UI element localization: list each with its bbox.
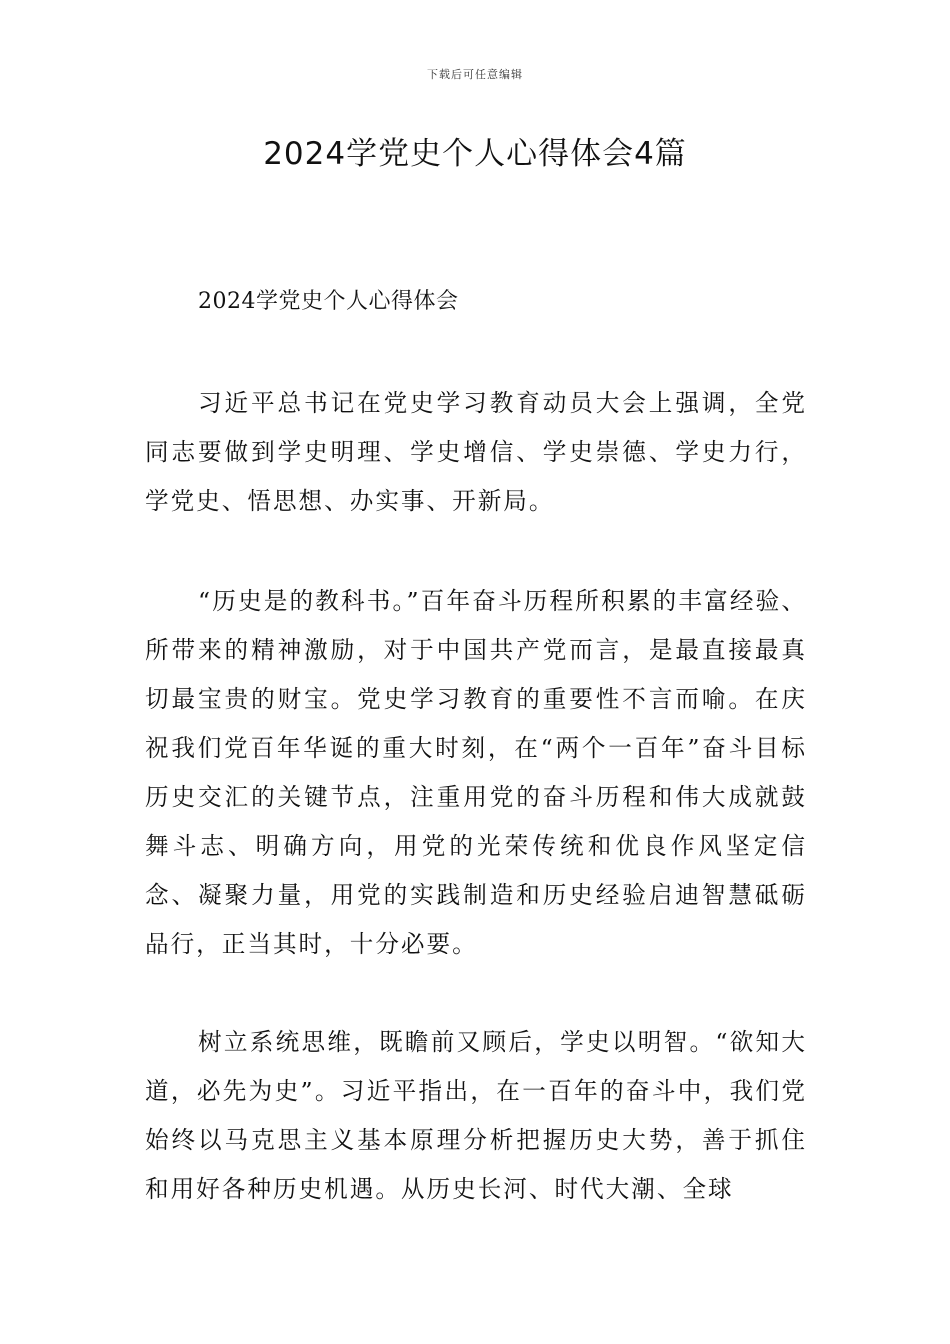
header-note: 下载后可任意编辑 <box>427 68 523 81</box>
document-title: 2024学党史个人心得体会4篇 <box>263 136 687 172</box>
paragraph-2: “历史是的教科书。”百年奋斗历程所积累的丰富经验、所带来的精神激励，对于中国共产党而言，是最直接最真切最宝贵的财宝。党史学习教育的重要性不言而喻。在庆祝我们党百年华诞的重大时刻，在“两个一百年”奋斗目标历史交汇的关键节点，注重用党的奋斗历程和伟大成就鼓舞斗志、明确方向，用党的光荣传统和优良作风坚定信念、凝聚力量，用党的实践制造和历史经验启迪智慧砥砺品行，正当其时，十分必要。 <box>145 587 807 958</box>
paragraph-1: 习近平总书记在党史学习教育动员大会上强调，全党同志要做到学史明理、学史增信、学史崇德、学史力行，学党史、悟思想、办实事、开新局。 <box>145 389 807 515</box>
paragraph-3: 树立系统思维，既瞻前又顾后，学史以明智。“欲知大道，必先为史”。习近平指出，在一百年的奋斗中，我们党始终以马克思主义基本原理分析把握历史大势，善于抓住和用好各种历史机遇。从历史长河、时代大潮、全球 <box>145 1028 807 1203</box>
document-subtitle: 2024学党史个人心得体会 <box>198 289 459 314</box>
